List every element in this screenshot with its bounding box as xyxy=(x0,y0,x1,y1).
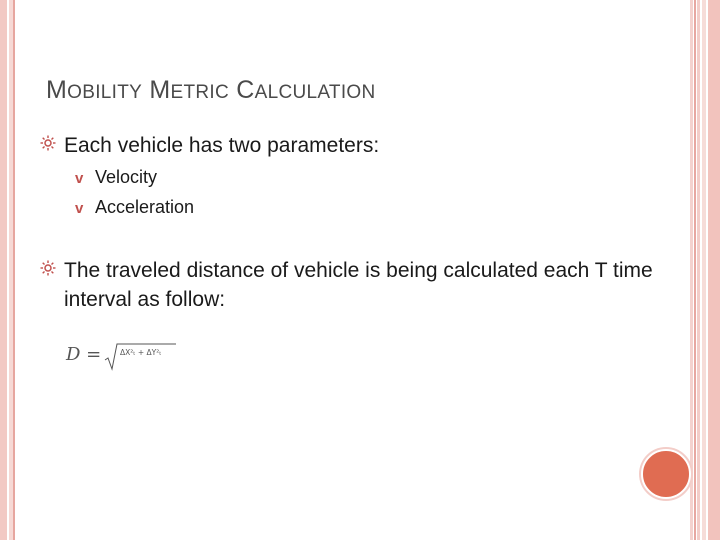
check-bullet-icon: v xyxy=(75,170,84,187)
left-frame-band xyxy=(13,0,15,540)
right-frame-band xyxy=(697,0,700,540)
bullet-text: Each vehicle has two parameters: xyxy=(64,134,380,157)
slide-title xyxy=(46,76,376,105)
title-word: METRIC xyxy=(149,76,229,104)
right-frame-band xyxy=(708,0,720,540)
bullet-text: The traveled distance of vehicle is being calculated each T time interval as follow: xyxy=(64,259,653,311)
right-frame-band xyxy=(702,0,706,540)
sub-bullet-item xyxy=(75,195,194,219)
bullet-item xyxy=(40,131,660,160)
decorative-circle xyxy=(641,449,691,499)
left-frame-band xyxy=(0,0,7,540)
formula-radicand: ΔX²ₜ + ΔY²ₜ xyxy=(120,348,162,357)
sun-bullet-icon xyxy=(40,135,56,151)
title-word: CALCULATION xyxy=(236,76,376,104)
sub-bullet-text: Acceleration xyxy=(95,197,195,217)
square-root-symbol xyxy=(104,342,176,372)
sub-bullet-item xyxy=(75,165,157,189)
title-word: MOBILITY xyxy=(46,76,143,104)
right-frame-band xyxy=(690,0,693,540)
right-frame-band xyxy=(694,0,696,540)
check-bullet-icon: v xyxy=(75,200,84,217)
bullet-item xyxy=(40,256,660,314)
distance-formula xyxy=(66,342,176,372)
formula-lhs: D = xyxy=(66,344,102,365)
sun-bullet-icon xyxy=(40,260,56,276)
sub-bullet-text: Velocity xyxy=(95,167,158,187)
